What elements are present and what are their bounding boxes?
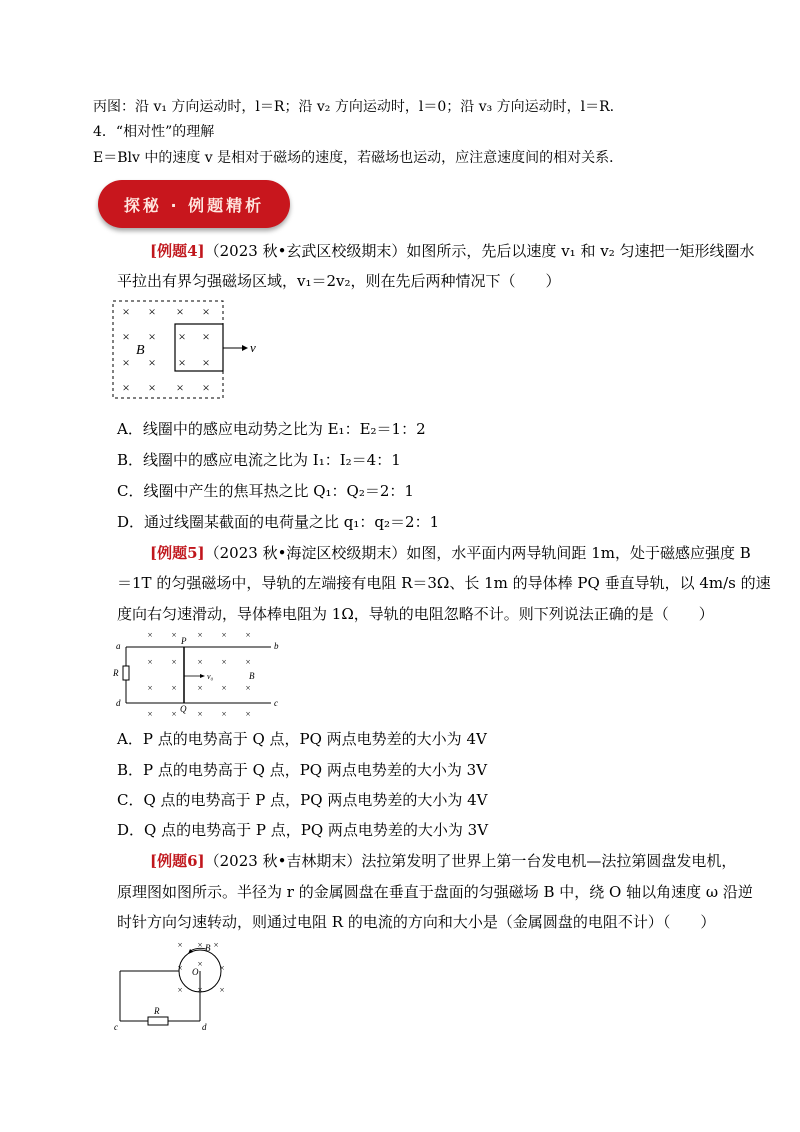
svg-text:×: ×	[221, 683, 227, 693]
example-5-title	[150, 542, 751, 564]
label-P: P	[181, 636, 187, 646]
svg-text:×: ×	[122, 355, 130, 370]
example-4-option-b[interactable]: B．线圈中的感应电流之比为 I₁：I₂＝4：1	[117, 451, 401, 469]
svg-text:×: ×	[213, 940, 219, 950]
label-B: B	[249, 671, 255, 681]
example-4-title	[150, 240, 754, 262]
example-4-option-d[interactable]: D．通过线圈某截面的电荷量之比 q₁：q₂＝2：1	[117, 513, 440, 531]
example-4-stem-line2: 平拉出有界匀强磁场区域，v₁＝2v₂，则在先后两种情况下（ ）	[117, 272, 561, 290]
example-5-option-a[interactable]: A．P 点的电势高于 Q 点，PQ 两点电势差的大小为 4V	[117, 730, 487, 748]
svg-text:×: ×	[147, 709, 153, 719]
svg-text:×: ×	[245, 683, 251, 693]
label-B: B	[205, 943, 211, 953]
svg-text:×: ×	[147, 683, 153, 693]
label-c: c	[274, 698, 278, 708]
velocity-arrowhead	[242, 345, 248, 351]
example-5-option-c[interactable]: C．Q 点的电势高于 P 点，PQ 两点电势差的大小为 4V	[117, 791, 488, 809]
label-R: R	[113, 668, 119, 678]
example-5-stem-line2: ＝1T 的匀强磁场中，导轨的左端接有电阻 R＝3Ω、长 1m 的导体棒 PQ 垂直导轨，以 4m/s 的速	[117, 574, 771, 592]
svg-text:×: ×	[197, 630, 203, 640]
svg-text:×: ×	[178, 329, 186, 344]
velocity-label: v	[250, 340, 256, 355]
svg-text:×: ×	[202, 329, 210, 344]
svg-text:×: ×	[197, 940, 203, 950]
example-5-figure	[110, 628, 285, 723]
label-a: a	[116, 641, 121, 651]
field-crosses	[177, 940, 224, 995]
section-heading-relativity: 4．“相对性”的理解	[93, 124, 215, 140]
svg-text:×: ×	[122, 304, 130, 319]
label-d: d	[116, 698, 121, 708]
example-5-stem-line1: （2023 秋•海淀区校级期末）如图，水平面内两导轨间距 1m，处于磁感应强度 B	[204, 544, 751, 562]
example-6-title	[150, 850, 736, 872]
example-4-figure	[110, 298, 270, 404]
svg-text:×: ×	[147, 657, 153, 667]
example-6-stem-line2: 原理图如图所示。半径为 r 的金属圆盘在垂直于盘面的匀强磁场 B 中，绕 O 轴以角速度 ω 沿逆	[117, 883, 753, 901]
example-5-option-b[interactable]: B．P 点的电势高于 Q 点，PQ 两点电势差的大小为 3V	[117, 761, 488, 779]
svg-text:×: ×	[245, 709, 251, 719]
text-line-relativity: E＝Blv 中的速度 v 是相对于磁场的速度，若磁场也运动，应注意速度间的相对关系．	[93, 150, 624, 166]
svg-text:×: ×	[197, 709, 203, 719]
label-R: R	[154, 1006, 160, 1016]
svg-text:×: ×	[176, 304, 184, 319]
example-5-option-d[interactable]: D．Q 点的电势高于 P 点，PQ 两点电势差的大小为 3V	[117, 821, 489, 839]
field-label-B: B	[136, 343, 145, 358]
example-6-stem-line1: （2023 秋•吉林期末）法拉第发明了世界上第一台发电机—法拉第圆盘发电机，	[204, 852, 737, 870]
example-4-stem-line1: （2023 秋•玄武区校级期末）如图所示，先后以速度 v₁ 和 v₂ 匀速把一矩形线圈水	[204, 242, 755, 260]
resistor-R	[123, 666, 129, 680]
svg-text:×: ×	[148, 304, 156, 319]
svg-text:×: ×	[197, 985, 203, 995]
svg-text:×: ×	[177, 985, 183, 995]
label-v0: v₀	[207, 672, 214, 681]
svg-text:×: ×	[148, 329, 156, 344]
text-line-bing: 丙图：沿 v₁ 方向运动时，l＝R；沿 v₂ 方向运动时，l＝0；沿 v₃ 方向运动时，l＝R.	[93, 99, 615, 115]
svg-text:×: ×	[197, 657, 203, 667]
example-4-option-c[interactable]: C．线圈中产生的焦耳热之比 Q₁：Q₂＝2：1	[117, 482, 414, 500]
svg-text:×: ×	[219, 963, 225, 973]
svg-text:×: ×	[202, 355, 210, 370]
svg-text:×: ×	[147, 630, 153, 640]
svg-text:×: ×	[221, 709, 227, 719]
svg-text:×: ×	[245, 630, 251, 640]
svg-text:×: ×	[176, 380, 184, 395]
svg-text:×: ×	[202, 304, 210, 319]
section-banner: 探秘 · 例题精析	[98, 180, 290, 228]
svg-text:×: ×	[245, 657, 251, 667]
svg-text:×: ×	[122, 329, 130, 344]
svg-text:×: ×	[122, 380, 130, 395]
example-6-figure	[110, 936, 240, 1031]
svg-text:×: ×	[221, 630, 227, 640]
label-b: b	[274, 641, 279, 651]
svg-text:×: ×	[219, 985, 225, 995]
svg-text:×: ×	[148, 355, 156, 370]
example-5-stem-line3: 度向右匀速滑动，导体棒电阻为 1Ω，导轨的电阻忽略不计。则下列说法正确的是（ ）	[117, 605, 714, 623]
svg-text:×: ×	[177, 963, 183, 973]
svg-text:×: ×	[177, 940, 183, 950]
svg-text:×: ×	[197, 959, 203, 969]
example-5-tag: [例题5]	[150, 544, 205, 562]
example-4-option-a[interactable]: A．线圈中的感应电动势之比为 E₁：E₂＝1：2	[117, 420, 426, 438]
svg-text:×: ×	[171, 657, 177, 667]
example-6-tag: [例题6]	[150, 852, 205, 870]
svg-text:×: ×	[221, 657, 227, 667]
label-c: c	[114, 1022, 118, 1031]
resistor-R	[148, 1017, 168, 1025]
svg-text:×: ×	[178, 355, 186, 370]
field-crosses	[147, 630, 250, 719]
label-Q: Q	[180, 704, 187, 714]
example-4-tag: [例题4]	[150, 242, 205, 260]
example-6-stem-line3: 时针方向匀速转动，则通过电阻 R 的电流的方向和大小是（金属圆盘的电阻不计）（ ）	[117, 913, 716, 931]
label-d: d	[202, 1022, 207, 1031]
svg-text:×: ×	[171, 683, 177, 693]
label-O: O	[192, 967, 199, 977]
svg-text:×: ×	[202, 380, 210, 395]
svg-text:×: ×	[197, 683, 203, 693]
svg-text:×: ×	[171, 630, 177, 640]
svg-text:×: ×	[148, 380, 156, 395]
svg-text:×: ×	[171, 709, 177, 719]
